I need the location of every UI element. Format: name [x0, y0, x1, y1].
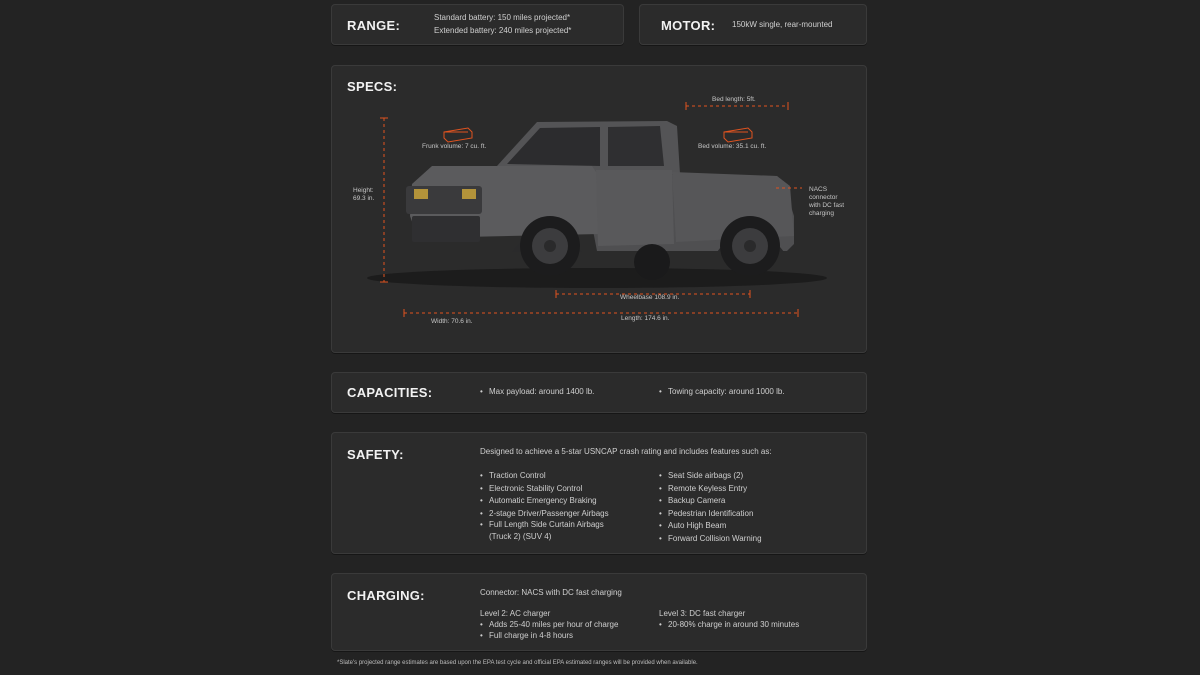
capacities-heading: CAPACITIES:	[347, 385, 433, 400]
range-heading: RANGE:	[347, 18, 401, 33]
footnote: *Slate's projected range estimates are based upon the EPA test cycle and official EPA estimated ranges will be provided when available.	[337, 660, 698, 666]
safety-item: • Auto High Beam	[659, 520, 849, 533]
charging-heading: CHARGING:	[347, 588, 425, 603]
level2-title: Level 2: AC charger	[480, 609, 551, 618]
wheelbase-label: Wheelbase 108.9 in.	[620, 294, 680, 301]
capacities-towing-list	[659, 386, 785, 399]
range-standard: Standard battery: 150 miles projected*	[434, 13, 571, 22]
safety-item: • Automatic Emergency Braking	[480, 495, 650, 508]
level3-item: • 20-80% charge in around 30 minutes	[659, 619, 849, 630]
safety-card	[331, 432, 867, 554]
nacs-line-4: charging	[809, 210, 834, 217]
nacs-line-2: connector	[809, 194, 838, 201]
level3-title: Level 3: DC fast charger	[659, 609, 746, 618]
length-label: Length: 174.6 in.	[621, 315, 670, 322]
range-card	[331, 4, 624, 45]
bed-length-label: Bed length: 5ft.	[712, 96, 756, 103]
level2-list	[480, 619, 655, 641]
truck-illustration	[332, 66, 868, 354]
charging-connector: Connector: NACS with DC fast charging	[480, 588, 622, 597]
height-label: Height:	[353, 187, 374, 194]
safety-item: • Seat Side airbags (2)	[659, 470, 849, 483]
specs-heading: SPECS:	[347, 79, 398, 94]
range-extended: Extended battery: 240 miles projected*	[434, 26, 572, 35]
safety-item: • Traction Control	[480, 470, 650, 483]
level2-item: • Full charge in 4-8 hours	[480, 630, 655, 641]
nacs-line-3: with DC fast	[809, 202, 845, 209]
capacities-payload-list	[480, 386, 594, 399]
capacities-payload: • Max payload: around 1400 lb.	[480, 386, 594, 399]
motor-card	[639, 4, 867, 45]
safety-item: • Backup Camera	[659, 495, 849, 508]
motor-value: 150kW single, rear-mounted	[732, 20, 833, 29]
safety-item: • 2-stage Driver/Passenger Airbags	[480, 508, 650, 521]
safety-item: • Pedestrian Identification	[659, 508, 849, 521]
safety-heading: SAFETY:	[347, 447, 404, 462]
capacities-towing: • Towing capacity: around 1000 lb.	[659, 386, 785, 399]
height-value: 69.3 in.	[353, 195, 375, 202]
frunk-volume-label: Frunk volume: 7 cu. ft.	[422, 143, 487, 150]
level2-item: • Adds 25-40 miles per hour of charge	[480, 619, 655, 630]
safety-left-list	[480, 470, 650, 530]
capacities-card	[331, 372, 867, 413]
safety-item: • Full Length Side Curtain Airbags	[480, 520, 650, 530]
width-label: Width: 70.6 in.	[431, 318, 473, 325]
bed-volume-label: Bed volume: 35.1 cu. ft.	[698, 143, 767, 150]
safety-item: • Remote Keyless Entry	[659, 483, 849, 496]
safety-item: • Forward Collision Warning	[659, 533, 849, 546]
safety-item-continuation: (Truck 2) (SUV 4)	[489, 532, 552, 541]
charging-card	[331, 573, 867, 651]
specs-card	[331, 65, 867, 353]
nacs-line-1: NACS	[809, 186, 828, 193]
safety-item: • Electronic Stability Control	[480, 483, 650, 496]
safety-right-list	[659, 470, 849, 545]
motor-heading: MOTOR:	[661, 18, 716, 33]
level3-list	[659, 619, 849, 630]
safety-intro: Designed to achieve a 5-star USNCAP crash rating and includes features such as:	[480, 447, 772, 456]
